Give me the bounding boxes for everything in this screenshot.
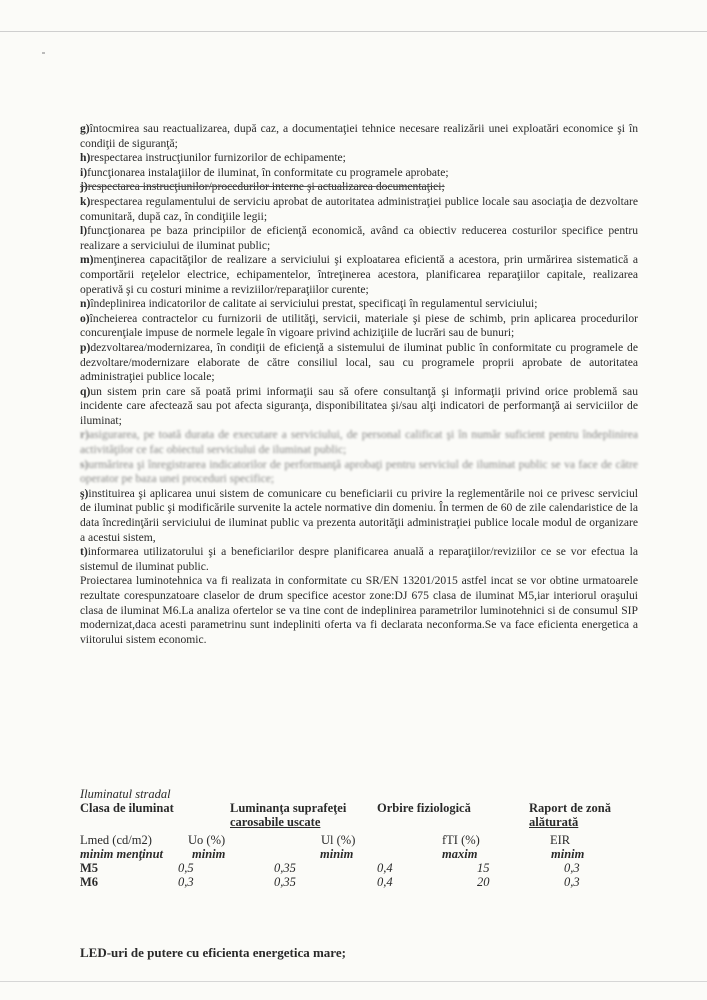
row-eir: 0,3 <box>564 875 580 889</box>
header-raport-2: alăturată <box>529 815 579 829</box>
table-row <box>80 875 640 889</box>
param-ul: Ul (%) <box>321 833 356 847</box>
group-header-row-2 <box>80 815 640 829</box>
page-bottom-edge <box>0 981 707 982</box>
paragraph-l: l)funcţionarea pe baza principiilor de eficienţă economică, având ca obiectiv reducerea costurilor specifice pentru realizare a serviciului de iluminat public; <box>80 224 638 252</box>
qual-fti: maxim <box>442 847 478 861</box>
table-row <box>80 861 640 875</box>
qualifier-row <box>80 847 640 861</box>
qual-eir: minim <box>551 847 585 861</box>
paragraph-j: j)respectarea instrucţiunilor/procedurilor interne şi actualizarea documentaţiei; <box>80 180 445 194</box>
paragraph-o: o)încheierea contractelor cu furnizorii de utilităţi, servicii, materiale şi piese de schimb, prin aplicarea procedurilor concurenţiale impuse de normele legale în vigoare privind achiziţiile de lucrări sau de bunuri; <box>80 311 638 340</box>
paragraph-k: k)respectarea regulamentului de serviciu aprobat de autoritatea administraţiei publice locale sau asociaţia de dezvoltare comunitară, după caz, în condiţiile legii; <box>80 194 638 223</box>
header-raport: Raport de zonă <box>529 801 611 815</box>
row-lmed: 0,3 <box>178 875 194 889</box>
paragraph-n: n)îndeplinirea indicatorilor de calitate ai serviciului prestat, specificaţi în regulamentul serviciului; <box>80 297 538 311</box>
header-orbire: Orbire fiziologică <box>377 801 471 815</box>
table-caption-row <box>80 787 640 801</box>
param-eir: EIR <box>550 833 571 847</box>
paragraph-m: m)menţinerea capacităţilor de realizare a serviciului şi exploatarea eficientă a acestora, prin urmărirea sistematică a comportării reţelelor electrice, echipamentelor, întreţinerea acestora, planificarea reparaţiilor capitale, realizarea operativă şi cu costuri minime a reviziilor/reparaţiilor curente; <box>80 253 638 296</box>
row-fti: 20 <box>477 875 490 889</box>
paragraph-q: q)un sistem prin care să poată primi informaţii sau să ofere consultanţă şi informaţii privind orice problemă sau incidente care afectează sau pot afecta siguranţa, disponibilitatea şi/sau alţi indicatori de performanţă ai serviciilor de iluminat; <box>80 384 638 427</box>
qual-ul: minim <box>320 847 354 861</box>
row-eir: 0,3 <box>564 861 580 875</box>
scan-speck <box>42 52 45 54</box>
row-lmed: 0,5 <box>178 861 194 875</box>
param-header-row <box>80 833 640 847</box>
lighting-table <box>80 787 640 889</box>
header-luminanta: Luminanţa suprafeţei <box>230 801 347 815</box>
row-ul: 0,4 <box>377 861 393 875</box>
page-top-edge <box>0 31 707 32</box>
row-fti: 15 <box>477 861 490 875</box>
row-class: M6 <box>80 875 99 889</box>
closing-paragraph: Proiectarea luminotehnica va fi realizata in conformitate cu SR/EN 13201/2015 astfel incat se vor obtine urmatoarele rezultate corespunzatoare claselor de drum specifice acestor zone:DJ 675 clasa de iluminat M5,iar interiorul oraşului clasa de iluminat M6.La analiza ofertelor se va tine cont de indeplinirea parametrilor luminotehnici si de consumul SIP modernizat,daca acesti parametrinu sunt indepliniti oferta va fi declarata neconforma.Se va face eficienta energetica a viitorului sistem economic. <box>80 574 638 646</box>
paragraph-s-comma: ş)instituirea şi aplicarea unui sistem de comunicare cu beneficiarii cu privire la reglementările noi ce privesc serviciul de iluminat public şi modificările survenite la actele normative din domeniu. În termen de 60 de zile calendaristice de la data încredinţării serviciului de iluminat public va prezenta autorităţii administraţiei publice locale modul de organizare a acestui sistem, <box>80 486 638 544</box>
param-fti: fTI (%) <box>442 833 480 847</box>
param-lmed: Lmed (cd/m2) <box>80 833 152 847</box>
paragraph-h: h)respectarea instrucţiunilor furnizorilor de echipamente; <box>80 151 346 165</box>
paragraph-g: g)întocmirea sau reactualizarea, după caz, a documentaţiei tehnice necesare realizării unei exploatări economice şi în condiţii de siguranţă; <box>80 122 638 150</box>
header-luminanta-2: carosabile uscate <box>230 815 321 829</box>
row-class: M5 <box>80 861 99 875</box>
param-uo: Uo (%) <box>188 833 226 847</box>
qual-uo: minim <box>192 847 226 861</box>
row-uo: 0,35 <box>274 861 296 875</box>
paragraph-t: t)informarea utilizatorului şi a beneficiarilor despre planificarea anuală a reparaţiilor/reviziilor ce se vor efectua la sistemul de iluminat public. <box>80 545 638 573</box>
group-header-row <box>80 801 640 815</box>
row-ul: 0,4 <box>377 875 393 889</box>
row-uo: 0,35 <box>274 875 296 889</box>
qual-lmed: minim menţinut <box>80 847 164 861</box>
paragraph-s: s)urmărirea şi înregistrarea indicatorilor de performanţă aprobaţi pentru serviciul de iluminat public se va face de către operator pe baza unei proceduri specifice; <box>80 457 638 486</box>
paragraph-i: i)funcţionarea instalaţiilor de iluminat, în conformitate cu programele aprobate; <box>80 165 449 179</box>
paragraph-p: p)dezvoltarea/modernizarea, în condiţii de eficienţă a sistemului de iluminat public în conformitate cu programele de dezvoltare/modernizare elaborate de către consiliul local, sau cu programele proprii aprobate de autoritatea administraţiei publice locale; <box>80 340 638 384</box>
document-body <box>80 122 638 647</box>
header-clasa: Clasa de iluminat <box>80 801 174 815</box>
paragraph-r: r)asigurarea, pe toată durata de executare a serviciului, de personal calificat şi în număr suficient pentru îndeplinirea activităţilor ce fac obiectul serviciului de iluminat public; <box>80 428 638 457</box>
footer-line: LED-uri de putere cu eficienta energetica mare; <box>80 945 346 960</box>
table-caption: Iluminatul stradal <box>80 787 171 801</box>
